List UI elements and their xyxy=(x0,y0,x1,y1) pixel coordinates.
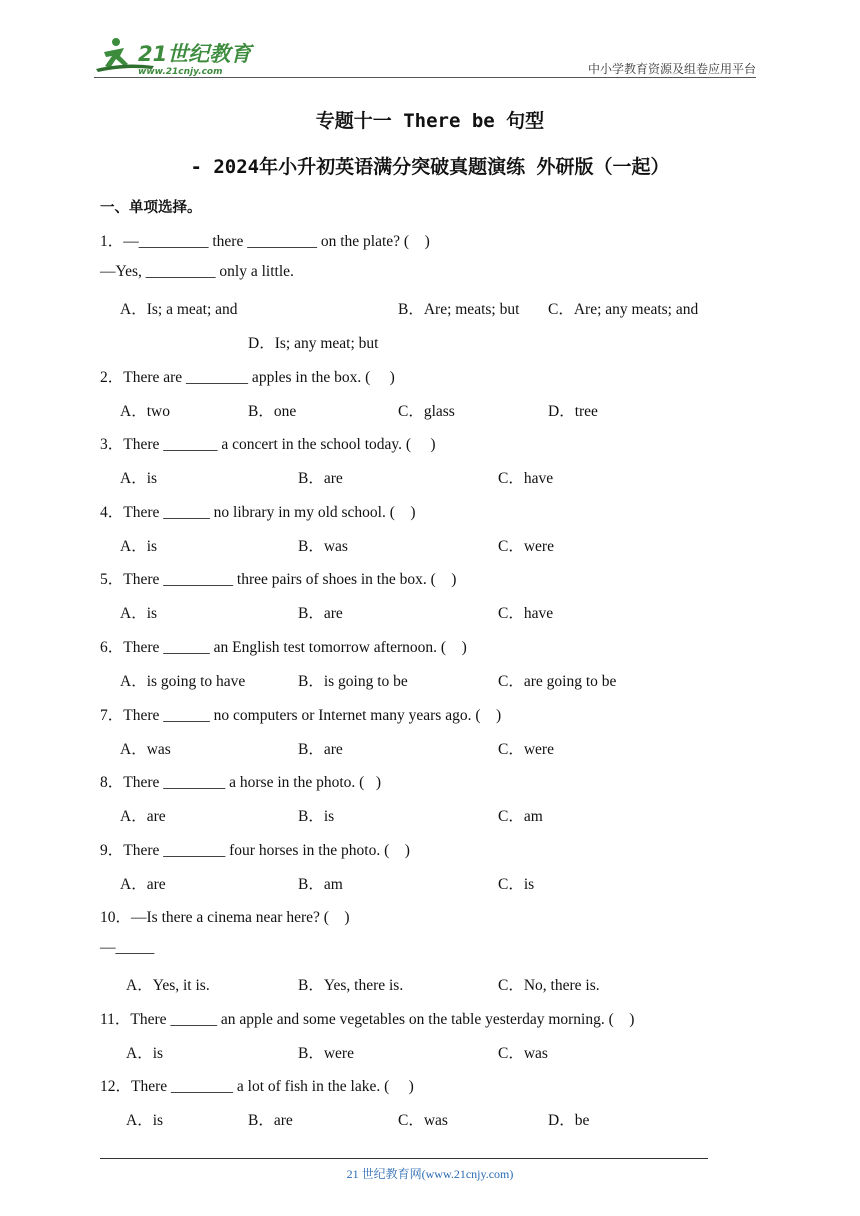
question-7-stem: 7．There ______ no computers or Internet many years ago. ( ) xyxy=(100,707,502,724)
question-12-option-a: A．is xyxy=(126,1112,164,1129)
logo-text: 21世纪教育 xyxy=(138,42,252,66)
question-8-option-b: B．is xyxy=(298,808,335,825)
footer-divider xyxy=(100,1158,708,1159)
question-10-stem: 10．—Is there a cinema near here? ( ) xyxy=(100,909,350,926)
header-platform-text: 中小学教育资源及组卷应用平台 xyxy=(587,62,756,76)
question-5-stem: 5．There _________ three pairs of shoes in the box. ( ) xyxy=(100,571,457,588)
question-2-stem: 2．There are ________ apples in the box. ( ) xyxy=(100,369,395,386)
footer-link[interactable]: 21 世纪教育网(www.21cnjy.com) xyxy=(346,1167,514,1181)
question-11-option-b: B．were xyxy=(298,1045,354,1062)
header-divider xyxy=(94,77,756,78)
question-9-stem: 9．There ________ four horses in the photo. ( ) xyxy=(100,842,410,859)
question-9-option-a: A．are xyxy=(120,876,166,893)
question-3-stem: 3．There _______ a concert in the school today. ( ) xyxy=(100,436,436,453)
question-6-stem: 6．There ______ an English test tomorrow afternoon. ( ) xyxy=(100,639,467,656)
question-4-option-c: C．were xyxy=(498,538,554,555)
question-2-option-c: C．glass xyxy=(398,403,455,420)
question-10-option-b: B．Yes, there is. xyxy=(298,977,404,994)
question-7-option-c: C．were xyxy=(498,741,554,758)
question-7-option-b: B．are xyxy=(298,741,343,758)
question-1-option-a: A．Is; a meat; and xyxy=(120,301,238,318)
question-7-option-a: A．was xyxy=(120,741,171,758)
question-12-option-c: C．was xyxy=(398,1112,448,1129)
question-10-option-c: C．No, there is. xyxy=(498,977,600,994)
question-1-option-d: D．Is; any meat; but xyxy=(248,335,379,352)
page-subtitle: - 2024年小升初英语满分突破真题演练 外研版（一起） xyxy=(190,156,670,178)
question-12-option-d: D．be xyxy=(548,1112,590,1129)
question-1-stem: 1．—_________ there _________ on the plate? ( ) xyxy=(100,233,430,250)
question-6-option-c: C．are going to be xyxy=(498,673,617,690)
question-1-option-c: C．Are; any meats; and xyxy=(548,301,699,318)
question-5-option-a: A．is xyxy=(120,605,158,622)
question-11-option-a: A．is xyxy=(126,1045,164,1062)
question-5-option-b: B．are xyxy=(298,605,343,622)
question-1-stem2: —Yes, _________ only a little. xyxy=(100,263,294,280)
question-11-stem: 11．There ______ an apple and some vegetables on the table yesterday morning. ( ) xyxy=(100,1011,635,1028)
question-4-option-a: A．is xyxy=(120,538,158,555)
question-8-stem: 8．There ________ a horse in the photo. ( ) xyxy=(100,774,382,791)
question-2-option-a: A．two xyxy=(120,403,170,420)
site-logo xyxy=(94,36,259,78)
question-10-stem2: —_____ xyxy=(100,939,155,956)
question-4-option-b: B．was xyxy=(298,538,348,555)
question-8-option-c: C．am xyxy=(498,808,543,825)
question-3-option-a: A．is xyxy=(120,470,158,487)
question-9-option-c: C．is xyxy=(498,876,535,893)
question-3-option-b: B．are xyxy=(298,470,343,487)
question-6-option-b: B．is going to be xyxy=(298,673,408,690)
question-1-option-b: B．Are; meats; but xyxy=(398,301,520,318)
section-heading: 一、单项选择。 xyxy=(100,200,202,216)
question-11-option-c: C．was xyxy=(498,1045,548,1062)
question-4-stem: 4．There ______ no library in my old school. ( ) xyxy=(100,504,416,521)
question-8-option-a: A．are xyxy=(120,808,166,825)
logo-url: www.21cnjy.com xyxy=(138,67,223,77)
question-2-option-b: B．one xyxy=(248,403,297,420)
question-9-option-b: B．am xyxy=(298,876,343,893)
question-10-option-a: A．Yes, it is. xyxy=(126,977,210,994)
question-5-option-c: C．have xyxy=(498,605,554,622)
question-3-option-c: C．have xyxy=(498,470,554,487)
question-12-option-b: B．are xyxy=(248,1112,293,1129)
question-6-option-a: A．is going to have xyxy=(120,673,246,690)
question-12-stem: 12．There ________ a lot of fish in the lake. ( ) xyxy=(100,1078,414,1095)
question-2-option-d: D．tree xyxy=(548,403,598,420)
page-title: 专题十一 There be 句型 xyxy=(315,110,545,132)
